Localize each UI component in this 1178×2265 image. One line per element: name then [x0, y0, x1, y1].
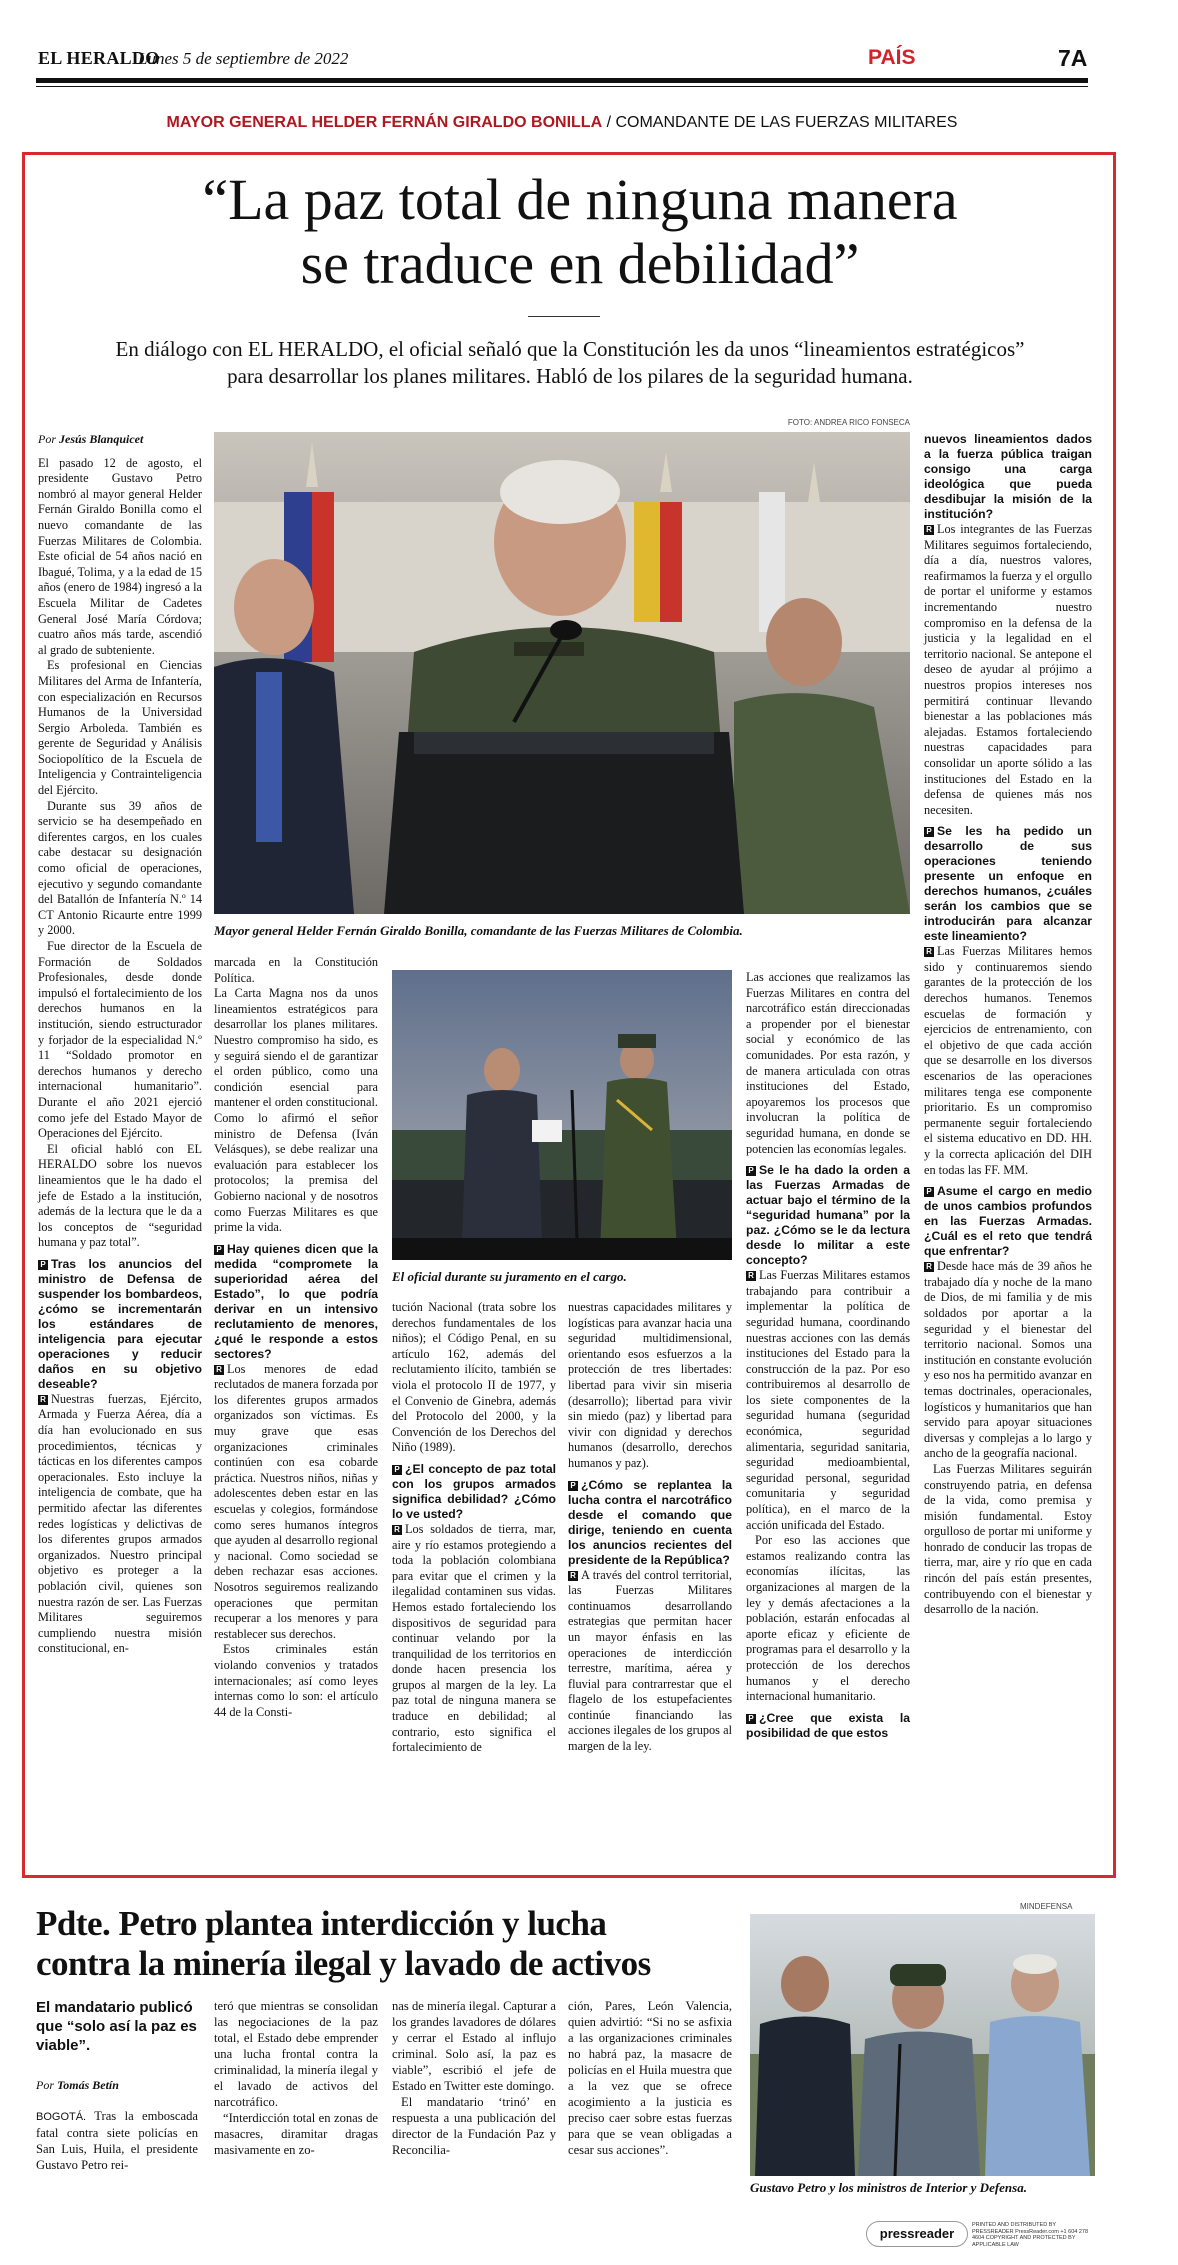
question: P Hay quienes dicen que la medida “compromete la superioridad aérea del Estado”, lo que podría derivar en un intensivo reclutamiento de menores, ¿qué le responde a estos sectores? — [214, 1241, 378, 1361]
paragraph: Durante sus 39 años de servicio se ha desempeñado en diferentes cargos, en los cuales cabe destacar su designación como oficial de operaciones, ejecutivo y segundo comandante del Batallón de Infantería N.º 14 CT Antonio Ricaurte entre 1999 y 2000. — [38, 798, 202, 938]
petro-and-ministers-image — [750, 1914, 1095, 2176]
question-marker: P — [746, 1166, 756, 1176]
dateline: BOGOTÁ. — [36, 2111, 87, 2123]
paragraph: marcada en la Constitución Política. — [214, 955, 378, 985]
paragraph: El pasado 12 de agosto, el presidente Gustavo Petro nombró al mayor general Helder Fernán Giraldo Bonilla como el nuevo comandante de las Fuerzas Militares de Colombia. Este oficial de 54 años nació en Ibagué, Tolima, y a la edad de 15 años (enero de 1984) ingresó a la Escuela Militar de Cadetes General José María Córdova; cuatro años más tarde, ascendió al grado de subteniente. — [38, 455, 202, 657]
section-label: PAÍS — [868, 46, 916, 69]
article-column-4 — [568, 1300, 732, 1755]
question: P Se le ha dado la orden a las Fuerzas Armadas de actuar bajo el término de la “seguridad humana” por la paz. ¿Cómo se le da lectura desde lo militar a este concepto? — [746, 1163, 910, 1268]
interview-kicker — [36, 114, 1088, 132]
paragraph: Las acciones que realizamos las Fuerzas Militares en contra del narcotráfico están direccionadas a propender por el bienestar social y económico de las comunidades. Por esta razón, y de manera articulada con otras instituciones del Estado, apoyaremos los procesos que involucran la política de seguridad humana, en donde se potencien las economías legales. — [746, 970, 910, 1156]
answer-marker: R — [924, 1262, 934, 1272]
answer: R A través del control territorial, las Fuerzas Militares continuamos desarrollando estrategias que permitan hacer un mayor énfasis en las operaciones de interdicción terrestre, marítima, aérea y fluvial para contrarrestar que el flagelo de los estupefacientes continúe financiando las acciones ilegales de los grupos al margen de la ley. — [568, 1567, 732, 1754]
paragraph: El oficial habló con EL HERALDO sobre los nuevos lineamientos que le ha dado el jefe de Estado a la institución, además de la lectura que le da a los conceptos de “seguridad humana y paz total”. — [38, 1141, 202, 1250]
headline-line-2: se traduce en debilidad” — [300, 231, 860, 296]
header-rule-thin — [36, 86, 1088, 87]
answer: R Las Fuerzas Militares estamos trabajando para contribuir a implementar la política de seguridad humana, coordinando nuestras acciones con las demás instituciones del Estado para la construcción de la paz. Por eso contribuiremos al desarrollo de los siete componentes de la seguridad humana (seguridad económica, seguridad alimentaria, seguridad sanitaria, seguridad medioambiental, seguridad personal, seguridad comunitaria y seguridad política), en el marco de la acción unificada del Estado. — [746, 1268, 910, 1532]
answer: R Nuestras fuerzas, Ejército, Armada y Fuerza Aérea, día a día han evolucionado en sus procedimientos, técnicas y tácticas en los diferentes campos operacionales. Esto incluye la inteligencia de combate, que ha permitido afectar las diferentes redes logísticas y delictivas de los diferentes grupos armados organizados. Nuestro principal objetivo es proteger a la población civil, quienes son nuestra razón de ser. Las Fuerzas Militares seguiremos cumpliendo nuestra misión constitucional, en- — [38, 1391, 202, 1656]
question-continued: nuevos lineamientos dados a la fuerza pública traigan consigo una carga ideológica que pueda desdibujar la misión de la institución? — [924, 432, 1092, 521]
answer-marker: R — [38, 1395, 48, 1405]
question: P Asume el cargo en medio de unos cambios profundos en las Fuerzas Armadas. ¿Cuál es el reto que tendrá que enfrentar? — [924, 1184, 1092, 1259]
answer: R Las Fuerzas Militares hemos sido y continuaremos siendo garantes de la protección de los derechos humanos. Tenemos escuelas de formación y ejercicios de entrenamiento, con el objetivo de que cada acción que se desarrolle en los diversos escenarios de las operaciones militares tenga ese componente prioritario. Es un compromiso permanente seguir fortaleciendo el sistema educativo en DD. HH. y la correcta aplicación del DIH en todas las FF. MM. — [924, 944, 1092, 1177]
article-column-5 — [746, 970, 910, 1741]
second-story-column-2 — [214, 1998, 378, 2158]
header-rule — [36, 78, 1088, 83]
subheadline: En diálogo con EL HERALDO, el oficial señaló que la Constitución les da unos “lineamientos estratégicos” para desarrollar los planes militares. Habló de los pilares de la seguridad humana. — [115, 337, 1025, 388]
kicker-separator: / — [602, 114, 616, 131]
question-marker: P — [746, 1714, 756, 1724]
general-at-podium-image — [214, 432, 910, 914]
paragraph: ción, Pares, León Valencia, quien advirtió: “Si no se asfixia a las organizaciones criminales no habrá paz, la masacre de policías en el Huila muestra que a la vez que se ofrece acogimiento a la justicia es preciso caer sobre estas fuerzas para que se vean obligadas a cesar sus acciones”. — [568, 1999, 732, 2157]
answer: R Los menores de edad reclutados de manera forzada por los diferentes grupos armados organizados son víctimas. Es muy grave que esas organizaciones criminales continúen con esa cobarde práctica. Nuestros niños, niñas y adolescentes deben estar en las escuelas y colegios, formándose como seres humanos íntegros que ayuden al desarrollo regional y nacional. Como sociedad se deben rechazar esas acciones. Nosotros seguiremos realizando operaciones que permitan recuperar a los menores y para restablecer sus derechos. — [214, 1361, 378, 1641]
second-story-headline — [36, 1904, 736, 1984]
byline-prefix: Por — [36, 2078, 57, 2092]
main-photo-caption: Mayor general Helder Fernán Giraldo Bonilla, comandante de las Fuerzas Militares de Colombia. — [214, 923, 743, 938]
kicker-name: MAYOR GENERAL HELDER FERNÁN GIRALDO BONILLA — [166, 114, 603, 131]
paragraph: tución Nacional (trata sobre los derechos fundamentales de los niños); el Código Penal, en su artículo 162, además del reclutamiento ilícito, también se viola el protocolo II de 1977, y el Convenio de Ginebra, además del Protocolo del 2000, y la Convención de los Derechos del Niño (1989). — [392, 1300, 556, 1455]
question-marker: P — [214, 1245, 224, 1255]
paragraph: El mandatario ‘trinó’ en respuesta a una publicación del director de la Fundación Paz y Reconcilia- — [392, 2095, 556, 2157]
paragraph: nuestras capacidades militares y logísticas para avanzar hacia una seguridad multidimensional, orientando esos esfuerzos a la protección de tres libertades: libertad para vivir sin miseria (desarrollo); libertad para vivir sin miedo (paz) y libertad para vivir con dignidad y derechos humanos (desarrollo, derechos humanos y paz). — [568, 1300, 732, 1470]
article-column-1 — [38, 432, 202, 1657]
kicker-role: COMANDANTE DE LAS FUERZAS MILITARES — [615, 114, 958, 131]
second-story-photo — [750, 1914, 1095, 2176]
pressreader-logo: pressreader — [866, 2221, 968, 2247]
answer: R Los soldados de tierra, mar, aire y río estamos protegiendo a toda la población colombiana para evitar que el crimen y la ilegalidad contaminen sus vidas. Hemos estado fortaleciendo los dispositivos de seguridad para continuar velando por la tranquilidad de los territorios en donde hacen presencia los grupos al margen de la ley. La paz total de ninguna manera se traduce en debilidad; al contrario, esto significa el fortalecimiento de — [392, 1521, 556, 1755]
second-story-column-1 — [36, 2108, 198, 2173]
photo-credit: FOTO: ANDREA RICO FONSECA — [787, 418, 910, 427]
paragraph: Estos criminales están violando convenios y tratados internacionales; así como leyes internas como lo son: el artículo 44 de la Consti- — [214, 1642, 378, 1719]
second-photo-credit: MINDEFENSA — [1020, 1902, 1073, 1911]
question: P ¿Cree que exista la posibilidad de que estos — [746, 1710, 910, 1740]
paragraph: Fue director de la Escuela de Formación de Soldados Profesionales, desde donde impulsó el fortalecimiento de los derechos humanos en la institución, siendo estructurador y forjador de la especialidad N.º 11 “Soldado promotor en derechos humanos y derecho internacional humanitario”. Durante el año 2021 ejerció como jefe del Estado Mayor de Operaciones del Ejército. — [38, 939, 202, 1141]
paragraph: BOGOTÁ. Tras la emboscada fatal contra siete policías en San Luis, Huila, el presidente Gustavo Petro rei- — [36, 2109, 198, 2172]
oath-ceremony-image — [392, 970, 732, 1260]
second-photo-caption: El oficial durante su juramento en el cargo. — [392, 1269, 627, 1284]
paragraph: La Carta Magna nos da unos lineamientos estratégicos para desarrollar los planes militares. Nuestro compromiso ha sido, es y seguirá siendo el de garantizar el orden público, como una condición esencial para mantener el orden constitucional. Como lo afirmó el señor ministro de Defensa (Iván Velásques), se debe realizar una evaluación para establecer los protocolos; la premisa del Gobierno nacional y de nosotros como Fuerzas Militares es que prime la vida. — [214, 986, 378, 1235]
issue-date: Lunes 5 de septiembre de 2022 — [138, 49, 349, 68]
question-marker: P — [924, 827, 934, 837]
main-headline — [60, 168, 1100, 296]
answer: R Desde hace más de 39 años he trabajado día y noche de la mano de Dios, de mi familia y de mis soldados por aportar a la seguridad y el bienestar del territorio nacional. Somos una institución en constante evolución y eso nos ha permitido avanzar en temas doctrinales, operacionales, logísticos y humanitarios que han servido para apoyar situaciones diversas y complejas a lo largo y ancho de la geografía nacional. — [924, 1259, 1092, 1461]
newspaper-name: EL HERALDO — [38, 48, 160, 68]
paragraph: nas de minería ilegal. Capturar a los grandes lavadores de dólares y cerrar el Estado al influjo criminal. Solo así, la paz es viable”, escribió el jefe de Estado en Twitter este domingo. — [392, 1999, 556, 2093]
question-marker: P — [392, 1465, 402, 1475]
article-column-2 — [214, 955, 378, 1720]
answer-marker: R — [392, 1525, 402, 1535]
main-photo — [214, 432, 910, 914]
question: P Se les ha pedido un desarrollo de sus operaciones teniendo presente un enfoque en derechos humanos, ¿cuáles serán los cambios que se introducirán para alcanzar este lineamiento? — [924, 824, 1092, 944]
second-story-byline — [36, 2078, 198, 2093]
pressreader-notice: PRINTED AND DISTRIBUTED BY PRESSREADER PressReader.com +1 604 278 4604 COPYRIGHT AND PROTECTED BY APPLICABLE LAW — [972, 2222, 1089, 2248]
page-number: 7A — [1058, 45, 1088, 71]
answer: R Los integrantes de las Fuerzas Militares seguimos fortaleciendo, día a día, nuestros valores, reafirmamos la fuerza y el orgullo de portar el uniforme y estamos incrementando nuestro compromiso en la defensa de la justicia y la legalidad en el territorio nacional. Se antepone el deseo de ayudar al prójimo a nuestros propios intereses nos permitirá continuar llevando bienestar a las poblaciones más alejadas. Estamos fortaleciendo nuestras capacidades para consolidar un aporte sólido a las instituciones del Estado en la defensa de quienes más nos necesiten. — [924, 522, 1092, 817]
answer-marker: R — [214, 1365, 224, 1375]
byline-author: Jesús Blanquicet — [59, 432, 144, 446]
article-column-3 — [392, 1300, 556, 1756]
answer-marker: R — [924, 947, 934, 957]
paragraph: Por eso las acciones que estamos realizando contra las economías ilícitas, las organizaciones al margen de la ley y demás afectaciones a la población, estarán enfocadas al aporte eficaz y eficiente de programas para el desarrollo y la protección de los derechos humanos y el derecho internacional humanitario. — [746, 1533, 910, 1704]
question: P ¿Cómo se replantea la lucha contra el narcotráfico desde el comando que dirige, teniendo en cuenta los anuncios recientes del presidente de la República? — [568, 1477, 732, 1567]
paragraph: Es profesional en Ciencias Militares del Arma de Infantería, con especialización en Recursos Humanos de la Universidad Sergio Arboleda. También es gerente de Seguridad y Análisis Sociopolítico de la Escuela de Inteligencia y Contrainteligencia del Ejército. — [38, 658, 202, 798]
byline-prefix: Por — [38, 432, 59, 446]
byline-author: Tomás Betín — [57, 2078, 119, 2092]
second-story-column-4 — [568, 1998, 732, 2158]
second-headline-line-1: Pdte. Petro plantea interdicción y lucha — [36, 1904, 607, 1943]
second-story-photo-caption: Gustavo Petro y los ministros de Interior y Defensa. — [750, 2180, 1027, 2195]
question: P Tras los anuncios del ministro de Defensa de suspender los bombardeos, ¿cómo se incrementarán los estándares de inteligencia para ejecutar operaciones y reducir daños en su objetivo deseable? — [38, 1256, 202, 1391]
paragraph: teró que mientras se consolidan las negociaciones de la paz total, el Estado debe emprender una lucha frontal contra la criminalidad, la minería ilegal y el lavado de activos del narcotráfico. — [214, 1999, 378, 2109]
headline-line-1: “La paz total de ninguna manera — [202, 167, 958, 232]
paragraph: Las Fuerzas Militares seguirán construyendo patria, en defensa de la vida, como premisa y misión fundamental. Estoy orgulloso de portar mi uniforme y honrado de conducir las tropas de tierra, mar, aire y río que en cada rincón del país están presentes, contribuyendo con el bienestar y desarrollo de la nación. — [924, 1461, 1092, 1617]
question: P ¿El concepto de paz total con los grupos armados significa debilidad? ¿Cómo lo ve usted? — [392, 1461, 556, 1521]
second-photo — [392, 970, 732, 1260]
question-marker: P — [568, 1481, 578, 1491]
answer-marker: R — [924, 525, 934, 535]
answer-marker: R — [746, 1271, 756, 1281]
question-marker: P — [38, 1260, 48, 1270]
question-marker: P — [924, 1187, 934, 1197]
byline — [38, 432, 202, 448]
second-story-lead: El mandatario publicó que “solo así la paz es viable”. — [36, 1999, 197, 2054]
second-story-column-3 — [392, 1998, 556, 2158]
article-column-6 — [924, 432, 1092, 1618]
paragraph: “Interdicción total en zonas de masacres, diramitar dragas masivamente en zo- — [214, 2111, 378, 2157]
second-headline-line-2: contra la minería ilegal y lavado de activos — [36, 1944, 651, 1983]
headline-divider — [528, 316, 600, 317]
answer-marker: R — [568, 1571, 578, 1581]
